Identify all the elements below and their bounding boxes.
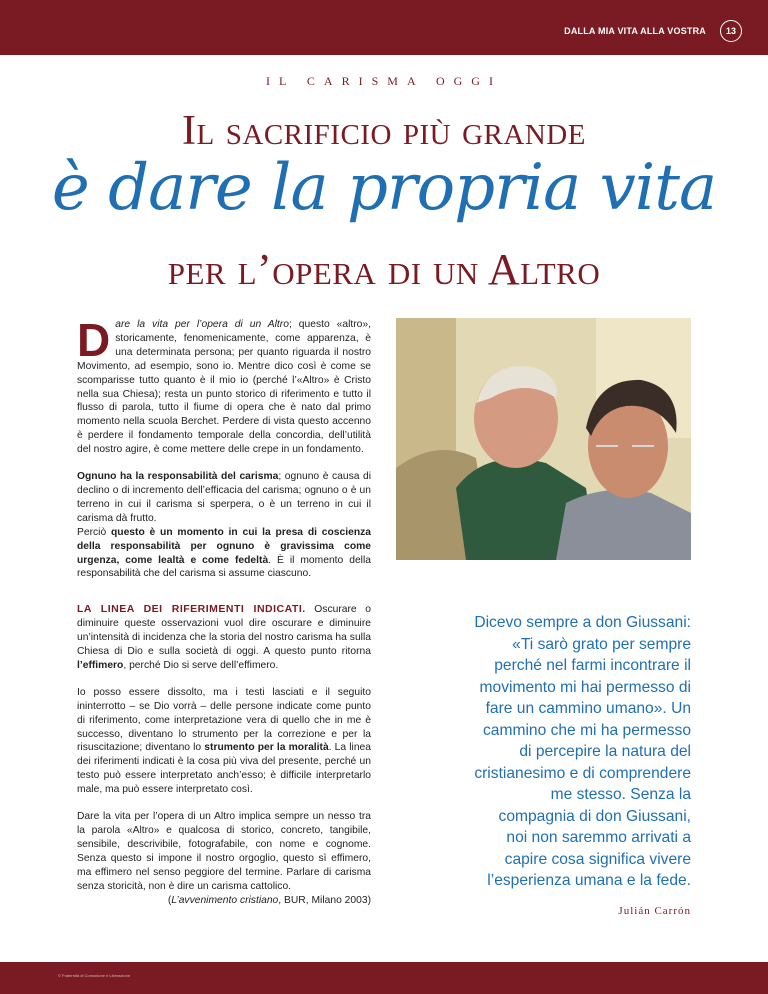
paragraph-3-end: , perché Dio si serve dell’effimero. (123, 659, 279, 671)
paragraph-2 (77, 470, 371, 526)
page-number-badge: 13 (720, 20, 742, 42)
pull-quote-author: Julián Carrón (618, 905, 691, 917)
title-line-2: è dare la propria vita (51, 151, 717, 225)
bottom-band (0, 962, 768, 994)
paragraph-4 (77, 686, 371, 797)
paragraph-4-start: Io posso essere dissolto, ma i testi lasciati e il seguito ininterrotto – se Dio vorrà – delle persone indicate come punto di riferimento, come interpretazione vera di quello che in me è successo, diventano lo strumento per la correzione e per la risuscitazione; diventano lo (77, 686, 371, 754)
citation (77, 894, 371, 908)
paragraph-4-rest: . La linea dei riferimenti indicati è la cosa più viva del presente, perché un testo può essere interpretato anch’esso; è difficile interpretarlo male, ma può essere interpretato così. (77, 742, 372, 796)
italic-lead: are la vita per l’opera di un Altro (115, 319, 289, 330)
citation-title: L’avvenimento cristiano (171, 894, 279, 906)
article-body (77, 314, 372, 920)
paragraph-2b-bold: questo è un momento in cui la presa di coscienza della responsabilità per ognuno è gravissima come urgenza, come lealtà e come fedeltà (77, 526, 371, 566)
photo-illustration (396, 318, 691, 560)
pull-quote: Dicevo sempre a don Giussani: «Ti sarò grato per sempre perché nel farmi incontrare il movimento mi hai permesso di fare un cammino umano». Un cammino che mi ha permesso di percepire la natura del cristianesimo e di comprendere me stesso. Senza la compagnia di don Giussani, noi non saremmo arrivati a capire cosa significa vivere l’esperienza umana e la fede. (474, 614, 691, 889)
kicker: IL CARISMA OGGI (266, 74, 502, 88)
paragraph-4-bold: strumento per la moralità (204, 742, 329, 754)
subheading: LA LINEA DEI RIFERIMENTI INDICATI. (77, 603, 306, 616)
paragraph-1 (77, 314, 372, 457)
drop-cap: D (77, 314, 111, 366)
copyright-note: © Fraternità di Comunione e Liberazione (58, 973, 131, 978)
paragraph-5 (77, 810, 371, 893)
paragraph-3 (77, 603, 371, 673)
paragraph-2b (77, 526, 371, 582)
paragraph-3-text: Oscurare o diminuire queste osservazioni vuol dire oscurare e diminuire un’intensità di incidenza che la storia del nostro carisma ha sulla Chiesa di Dio e sulla società di oggi. A questo punto ritorna (77, 604, 371, 658)
title-line-3: per l’opera di un Altro (167, 245, 601, 294)
paragraph-3-bold: l’effimero (77, 659, 124, 671)
photo (396, 318, 691, 560)
paragraph-2b-rest: . È il momento della responsabilità che del carisma si assume ciascuno. (77, 554, 371, 580)
citation-rest: , BUR, Milano 2003) (278, 894, 371, 906)
section-label: DALLA MIA VITA ALLA VOSTRA (564, 26, 706, 36)
title-line-1: Il sacrificio più grande (182, 108, 586, 154)
paragraph-2-text: ; ognuno è causa di declino o di incremento dell’efficacia del carisma; ognuno o è un terreno in cui il carisma si sperpera, o è un terreno in cui il carisma dà frutto. (77, 471, 371, 524)
paragraph-5-text: Dare la vita per l’opera di un Altro implica sempre un nesso tra la parola «Altro» e qualcosa di storico, concreto, tangibile, sensibile, descrivibile, fotografabile, con nome e cognome. Senza questo si impone il nostro orgoglio, questo sì effimero, ma effimero nel senso peggiore del termine. Parlare di carisma senza storicità, non è dire un carisma cattolico. (77, 811, 371, 892)
paragraph-2b-start: Perciò (77, 526, 111, 538)
citation-open: ( (167, 894, 172, 906)
paragraph-1-text: ; questo «altro», storicamente, fenomenicamente, come apparenza, è una determinata persona; per quanto riguarda il nostro Movimento, ad esempio, sono io. Mentre dico così è come se scomparisse tutto quanto è il mio io (perché l’«Altro» è Cristo nella sua Chiesa); resta un punto storico di riferimento e tutto il flusso di parola, tutto il fiume di opera che è nato dal primo momento nella scuola Berchet. Perdere di vista questo accenno è perdere il fondamento temporale della concordia, dell’utilità del nostro agire, è come mettere delle crepe in un fondamento. (77, 319, 372, 456)
bold-lead: Ognuno ha la responsabilità del carisma (77, 471, 279, 483)
